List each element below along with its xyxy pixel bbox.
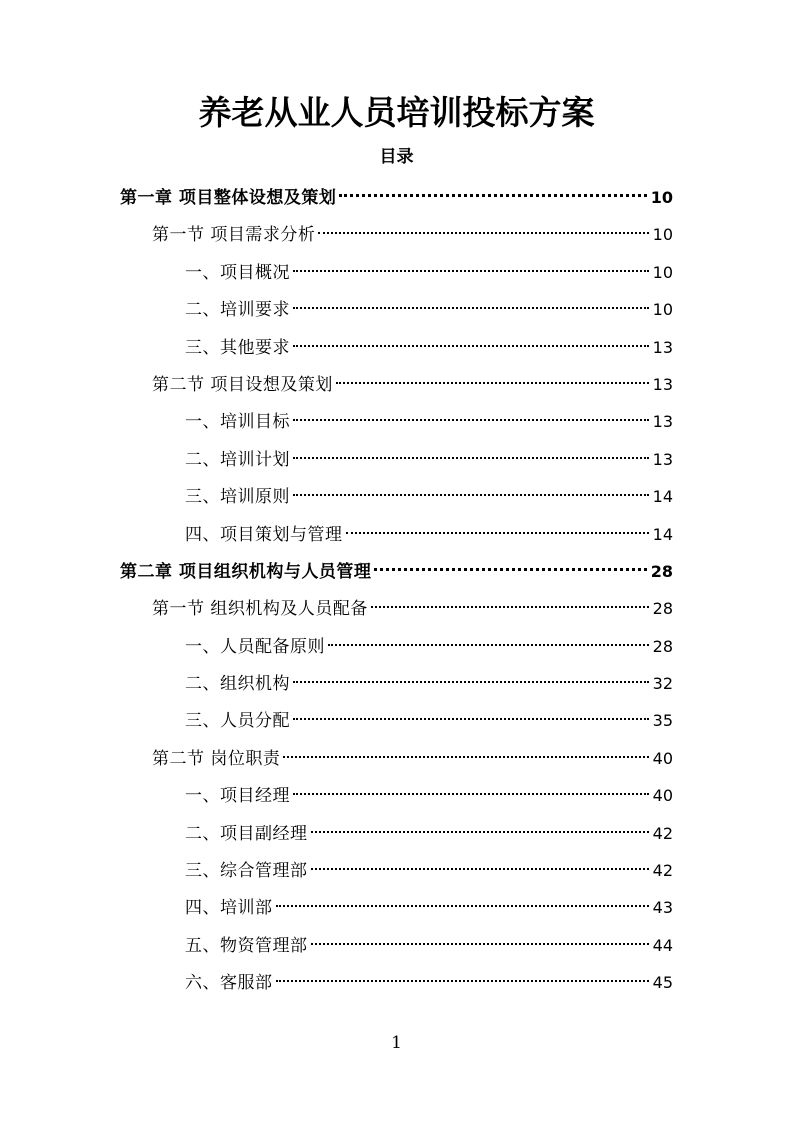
toc-entry-page: 13	[652, 337, 673, 357]
toc-dot-leader	[293, 793, 649, 795]
toc-entry-page: 28	[650, 561, 673, 581]
toc-entry[interactable]	[0, 441, 793, 478]
toc-dot-leader	[276, 905, 649, 907]
toc-dot-leader	[293, 345, 649, 347]
toc-dot-leader	[276, 980, 649, 982]
toc-entry[interactable]	[0, 553, 793, 590]
toc-entry[interactable]	[0, 216, 793, 253]
toc-entry-page: 13	[652, 412, 673, 432]
toc-entry-page: 42	[652, 861, 673, 881]
toc-dot-leader	[293, 307, 649, 309]
toc-entry-label: 第一节 组织机构及人员配备	[152, 599, 368, 620]
toc-entry-page: 10	[650, 188, 673, 207]
toc-entry-label: 三、其他要求	[185, 337, 290, 358]
toc-entry-page: 10	[652, 262, 673, 282]
toc-entry-page: 40	[652, 748, 673, 768]
toc-entry-page: 28	[652, 599, 673, 619]
toc-dot-leader	[311, 943, 649, 945]
toc-dot-leader	[311, 831, 649, 833]
toc-dot-leader	[293, 457, 649, 459]
toc-entry[interactable]	[0, 702, 793, 739]
toc-entry-page: 14	[652, 524, 673, 544]
toc-entry-label: 第一章 项目整体设想及策划	[120, 188, 337, 208]
toc-entry-page: 44	[652, 935, 673, 955]
toc-entry-page: 42	[652, 823, 673, 843]
toc-entry-label: 四、项目策划与管理	[185, 524, 343, 545]
toc-entry-page: 45	[652, 973, 673, 993]
toc-entry[interactable]	[0, 590, 793, 627]
toc-entry[interactable]	[0, 777, 793, 814]
toc-entry[interactable]	[0, 852, 793, 889]
toc-entry[interactable]	[0, 329, 793, 366]
page-number: 1	[391, 1033, 402, 1053]
toc-entry-label: 二、培训要求	[185, 300, 290, 321]
toc-dot-leader	[328, 644, 649, 646]
toc-entry[interactable]	[0, 179, 793, 216]
toc-dot-leader	[293, 494, 649, 496]
toc-dot-leader	[293, 270, 649, 272]
toc-entry-label: 三、培训原则	[185, 487, 290, 508]
toc-entry-label: 第二节 项目设想及策划	[152, 374, 333, 395]
toc-entry-label: 二、项目副经理	[185, 823, 308, 844]
toc-entry-page: 32	[652, 674, 673, 694]
toc-dot-leader	[283, 756, 648, 758]
toc-entry-label: 六、客服部	[185, 973, 273, 994]
toc-dot-leader	[311, 868, 649, 870]
toc-entry-label: 五、物资管理部	[185, 935, 308, 956]
toc-heading: 目录	[379, 147, 414, 167]
toc-dot-leader	[339, 194, 646, 197]
toc-entry-label: 一、人员配备原则	[185, 636, 325, 657]
toc-entry-page: 35	[652, 711, 673, 731]
toc-entry[interactable]	[0, 254, 793, 291]
document-title: 养老从业人员培训投标方案	[198, 93, 595, 132]
toc-entry[interactable]	[0, 516, 793, 553]
toc-dot-leader	[293, 718, 649, 720]
toc-entry-page: 43	[652, 898, 673, 918]
toc-entry[interactable]	[0, 740, 793, 777]
toc-dot-leader	[336, 382, 649, 384]
toc-dot-leader	[374, 568, 646, 571]
table-of-contents	[0, 179, 793, 1002]
toc-entry[interactable]	[0, 927, 793, 964]
toc-entry-label: 一、项目经理	[185, 786, 290, 807]
toc-entry[interactable]	[0, 291, 793, 328]
toc-entry-page: 14	[652, 487, 673, 507]
toc-entry[interactable]	[0, 478, 793, 515]
toc-entry-label: 一、培训目标	[185, 412, 290, 433]
toc-dot-leader	[293, 681, 649, 683]
toc-entry-label: 第一节 项目需求分析	[152, 225, 316, 246]
toc-entry-label: 第二节 岗位职责	[152, 748, 281, 769]
toc-entry[interactable]	[0, 665, 793, 702]
toc-entry[interactable]	[0, 815, 793, 852]
toc-entry[interactable]	[0, 964, 793, 1001]
toc-entry[interactable]	[0, 889, 793, 926]
toc-entry-page: 13	[652, 449, 673, 469]
toc-entry-label: 第二章 项目组织机构与人员管理	[120, 561, 372, 582]
toc-entry-page: 28	[652, 636, 673, 656]
toc-entry-page: 40	[652, 786, 673, 806]
toc-entry-page: 10	[652, 300, 673, 320]
toc-dot-leader	[346, 532, 649, 534]
toc-entry-label: 三、人员分配	[185, 711, 290, 732]
toc-entry-label: 三、综合管理部	[185, 861, 308, 882]
toc-dot-leader	[318, 232, 648, 234]
toc-entry-label: 四、培训部	[185, 898, 273, 919]
toc-entry-label: 二、组织机构	[185, 674, 290, 695]
toc-entry[interactable]	[0, 366, 793, 403]
toc-entry[interactable]	[0, 403, 793, 440]
toc-entry-page: 10	[652, 225, 673, 245]
toc-entry-page: 13	[652, 374, 673, 394]
toc-dot-leader	[293, 419, 649, 421]
toc-dot-leader	[371, 606, 649, 608]
toc-entry-label: 一、项目概况	[185, 262, 290, 283]
toc-entry-label: 二、培训计划	[185, 449, 290, 470]
toc-entry[interactable]	[0, 628, 793, 665]
